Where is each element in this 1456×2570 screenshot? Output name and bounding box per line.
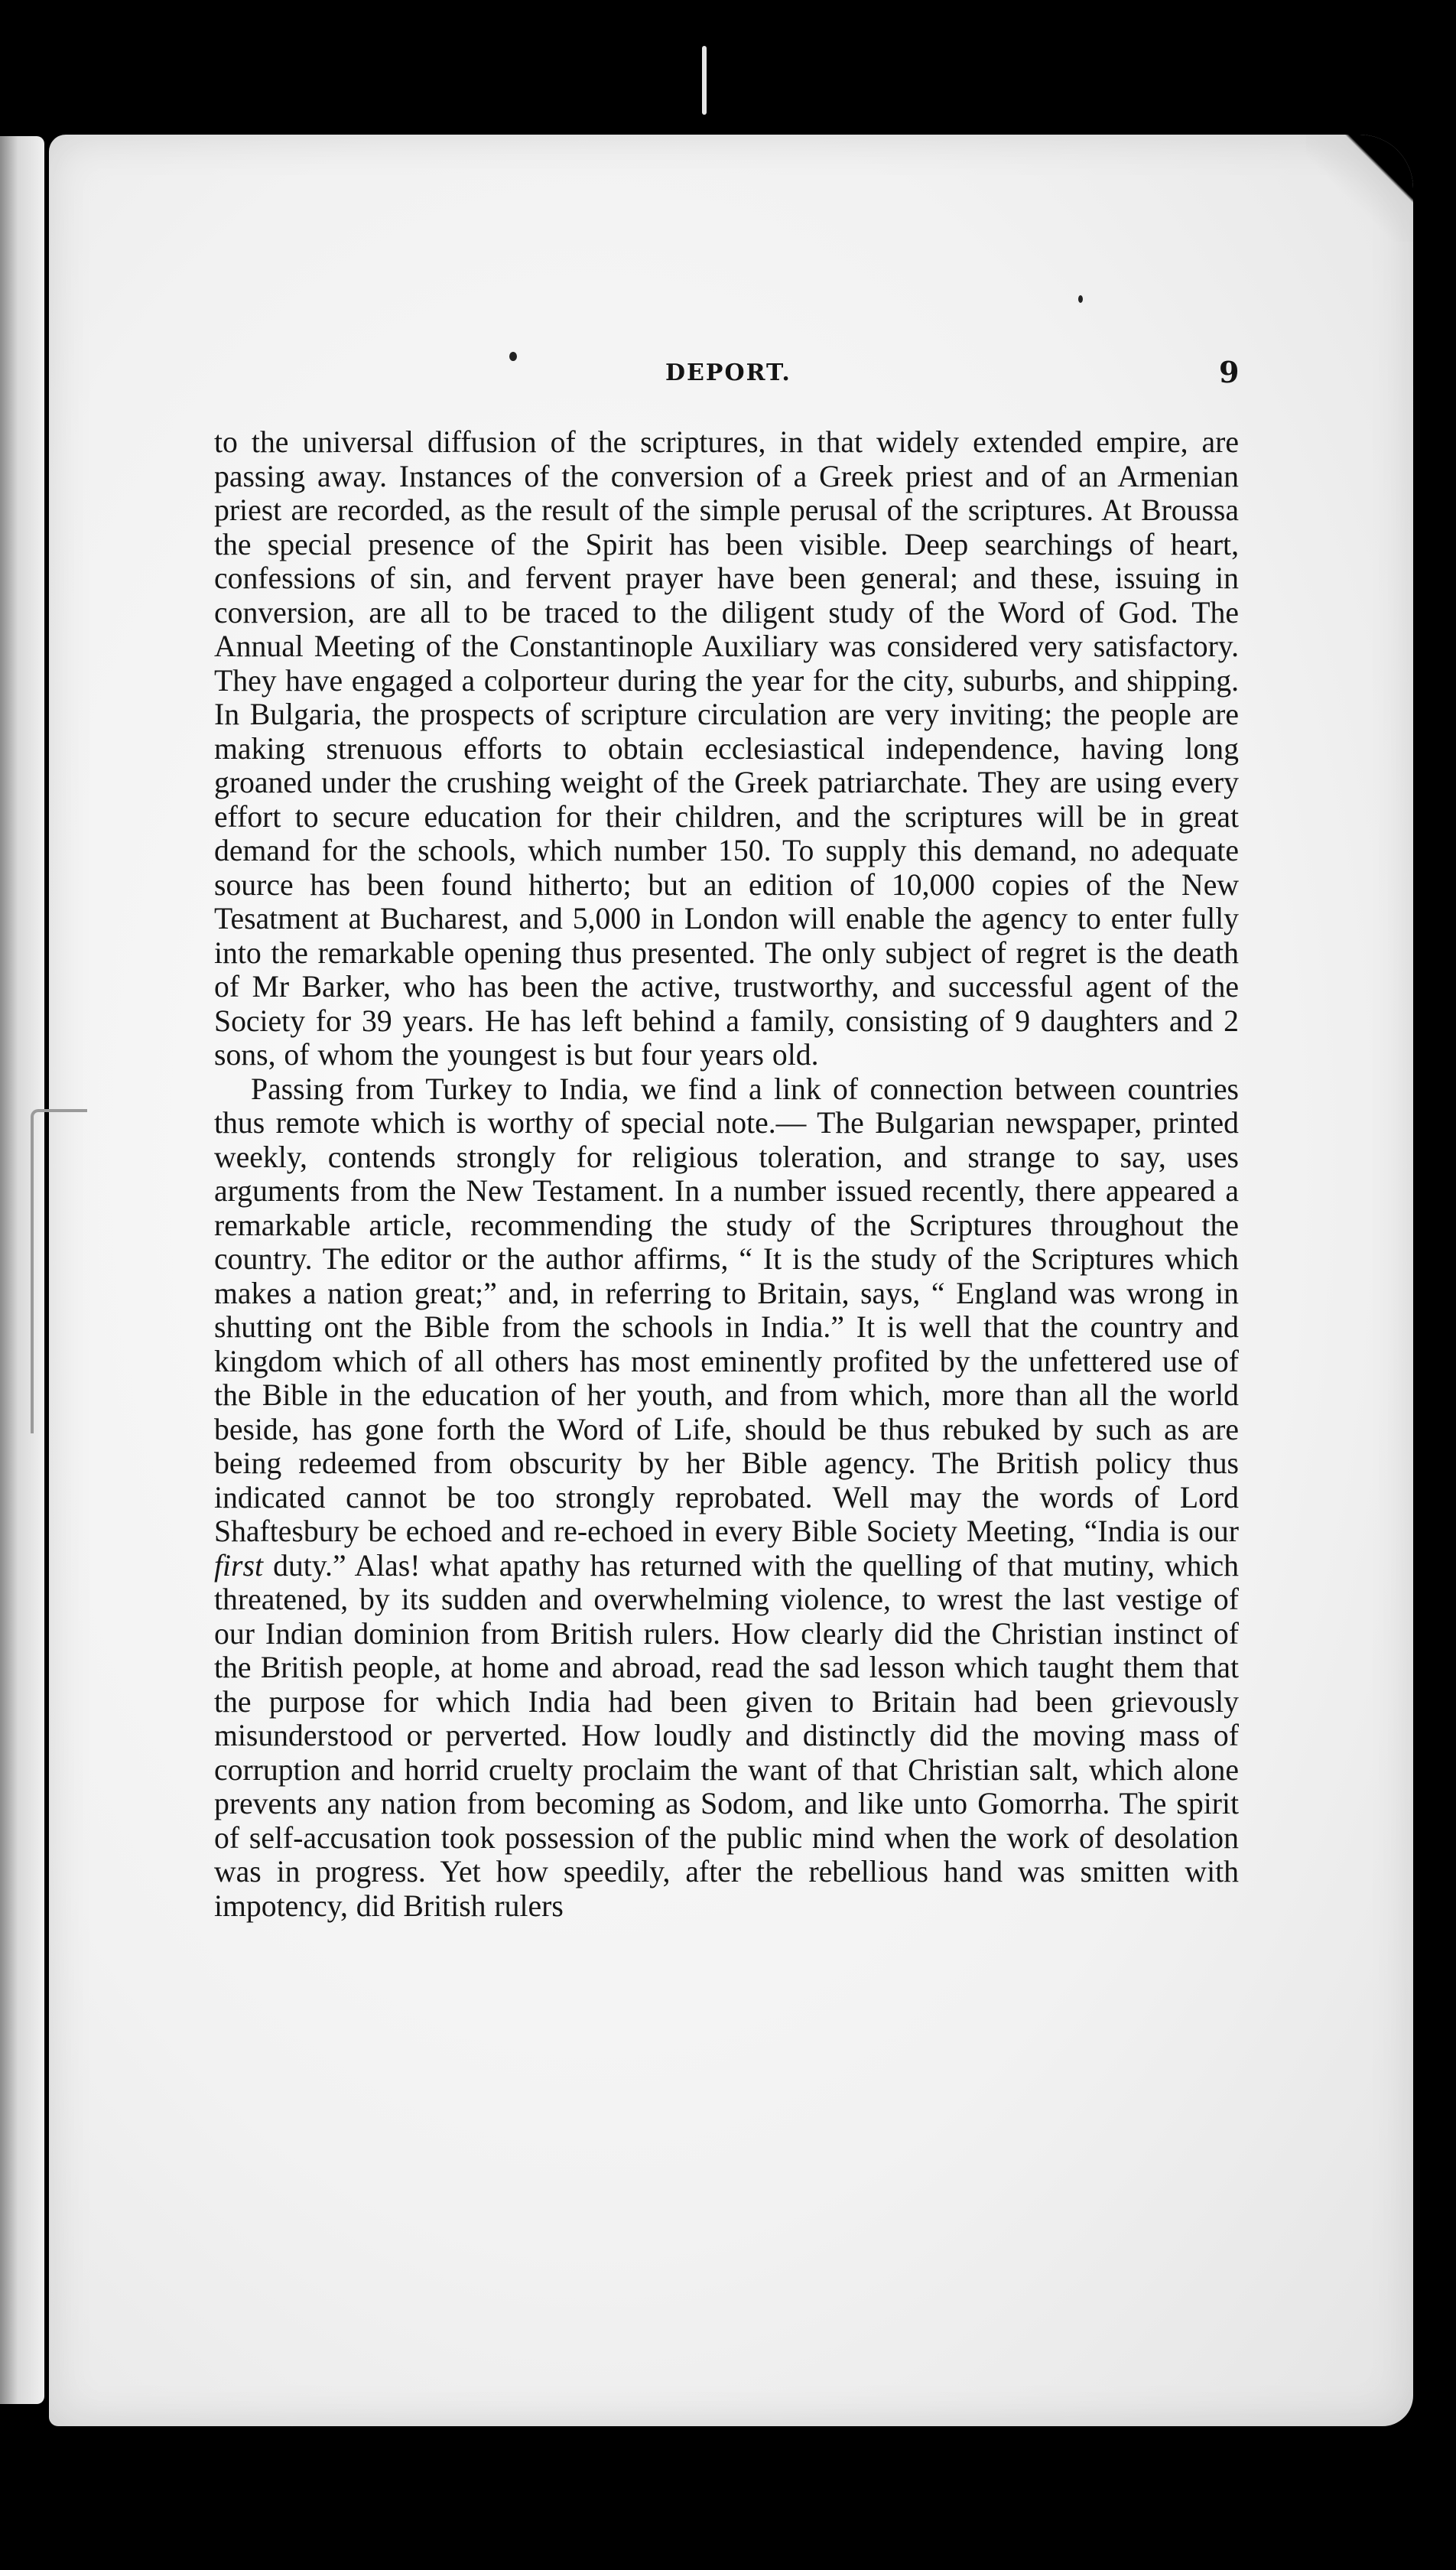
binding-mark: [702, 46, 707, 115]
emphasis-text: first: [214, 1548, 263, 1583]
paragraph-text: Passing from Turkey to India, we find a link of connection between countries thus remote which is worthy of special note.— The Bulgarian newspaper, printed weekly, contends strongly for religious toleration, and strange to say, uses arguments from the New Testament. In a number issued recently, there appeared a remarkable article, recommending the study of the Scriptures throughout the country. The editor or the author affirms, “ It is the study of the Scriptures which makes a nation great;” and, in referring to Britain, says, “ England was wrong in shutting ont the Bible from the schools in India.” It is well that the country and kingdom which of all others has most eminently profited by the unfettered use of the Bible in the education of her youth, and from which, more than all the world beside, has gone forth the Word of Life, should be thus rebuked by such as are being redeemed from obscurity by her Bible agency. The British policy thus indicated cannot be too strongly reprobated. Well may the words of Lord Shaftesbury be echoed and re-echoed in every Bible Society Meeting, “India is our: [214, 1072, 1239, 1548]
page-header: [0, 355, 1456, 405]
margin-bracket-mark: [31, 1109, 87, 1433]
body-text: [214, 425, 1239, 1923]
ink-speck: [1078, 295, 1083, 303]
page-corner-curl: [1306, 135, 1413, 242]
paragraph: [214, 1072, 1239, 1924]
page-number: 9: [1219, 355, 1240, 389]
running-head: DEPORT.: [665, 359, 791, 386]
paragraph-text: duty.” Alas! what apathy has returned with the quelling of that mutiny, which threatened, by its sudden and overwhelming violence, to wrest the last vestige of our Indian dominion from British rulers. How clearly did the Christian instinct of the British people, at home and abroad, read the sad lesson which taught them that the purpose for which India had been given to Britain had been grievously misunderstood or perverted. How loudly and distinctly did the moving mass of corruption and horrid cruelty proclaim the want of that Christian salt, which alone prevents any nation from becoming as Sodom, and like unto Gomorrha. The spirit of self-accusation took possession of the public mind when the work of desolation was in progress. Yet how speedily, after the rebellious hand was smitten with impotency, did British rulers: [214, 1548, 1239, 1923]
paragraph: to the universal diffusion of the scriptures, in that widely extended empire, are passing away. Instances of the conversion of a Greek priest and of an Armenian priest are recorded, as the result of the simple perusal of the scriptures. At Broussa the special presence of the Spirit has been visible. Deep searchings of heart, confessions of sin, and fervent prayer have been general; and these, issuing in conversion, are all to be traced to the diligent study of the Word of God. The Annual Meeting of the Constantinople Auxiliary was considered very satisfactory. They have engaged a colporteur during the year for the city, suburbs, and shipping. In Bulgaria, the prospects of scripture circulation are very inviting; the people are making strenuous efforts to obtain ecclesiastical independence, having long groaned under the crushing weight of the Greek patriarchate. They are using every effort to secure education for their children, and the scriptures will be in great demand for the schools, which number 150. To supply this demand, no adequate source has been found hitherto; but an edition of 10,000 copies of the New Tesatment at Bucharest, and 5,000 in London will enable the agency to enter fully into the remarkable opening thus presented. The only subject of regret is the death of Mr Barker, who has been the active, trustworthy, and successful agent of the Society for 39 years. He has left behind a family, consisting of 9 daughters and 2 sons, of whom the youngest is but four years old.: [214, 425, 1239, 1072]
